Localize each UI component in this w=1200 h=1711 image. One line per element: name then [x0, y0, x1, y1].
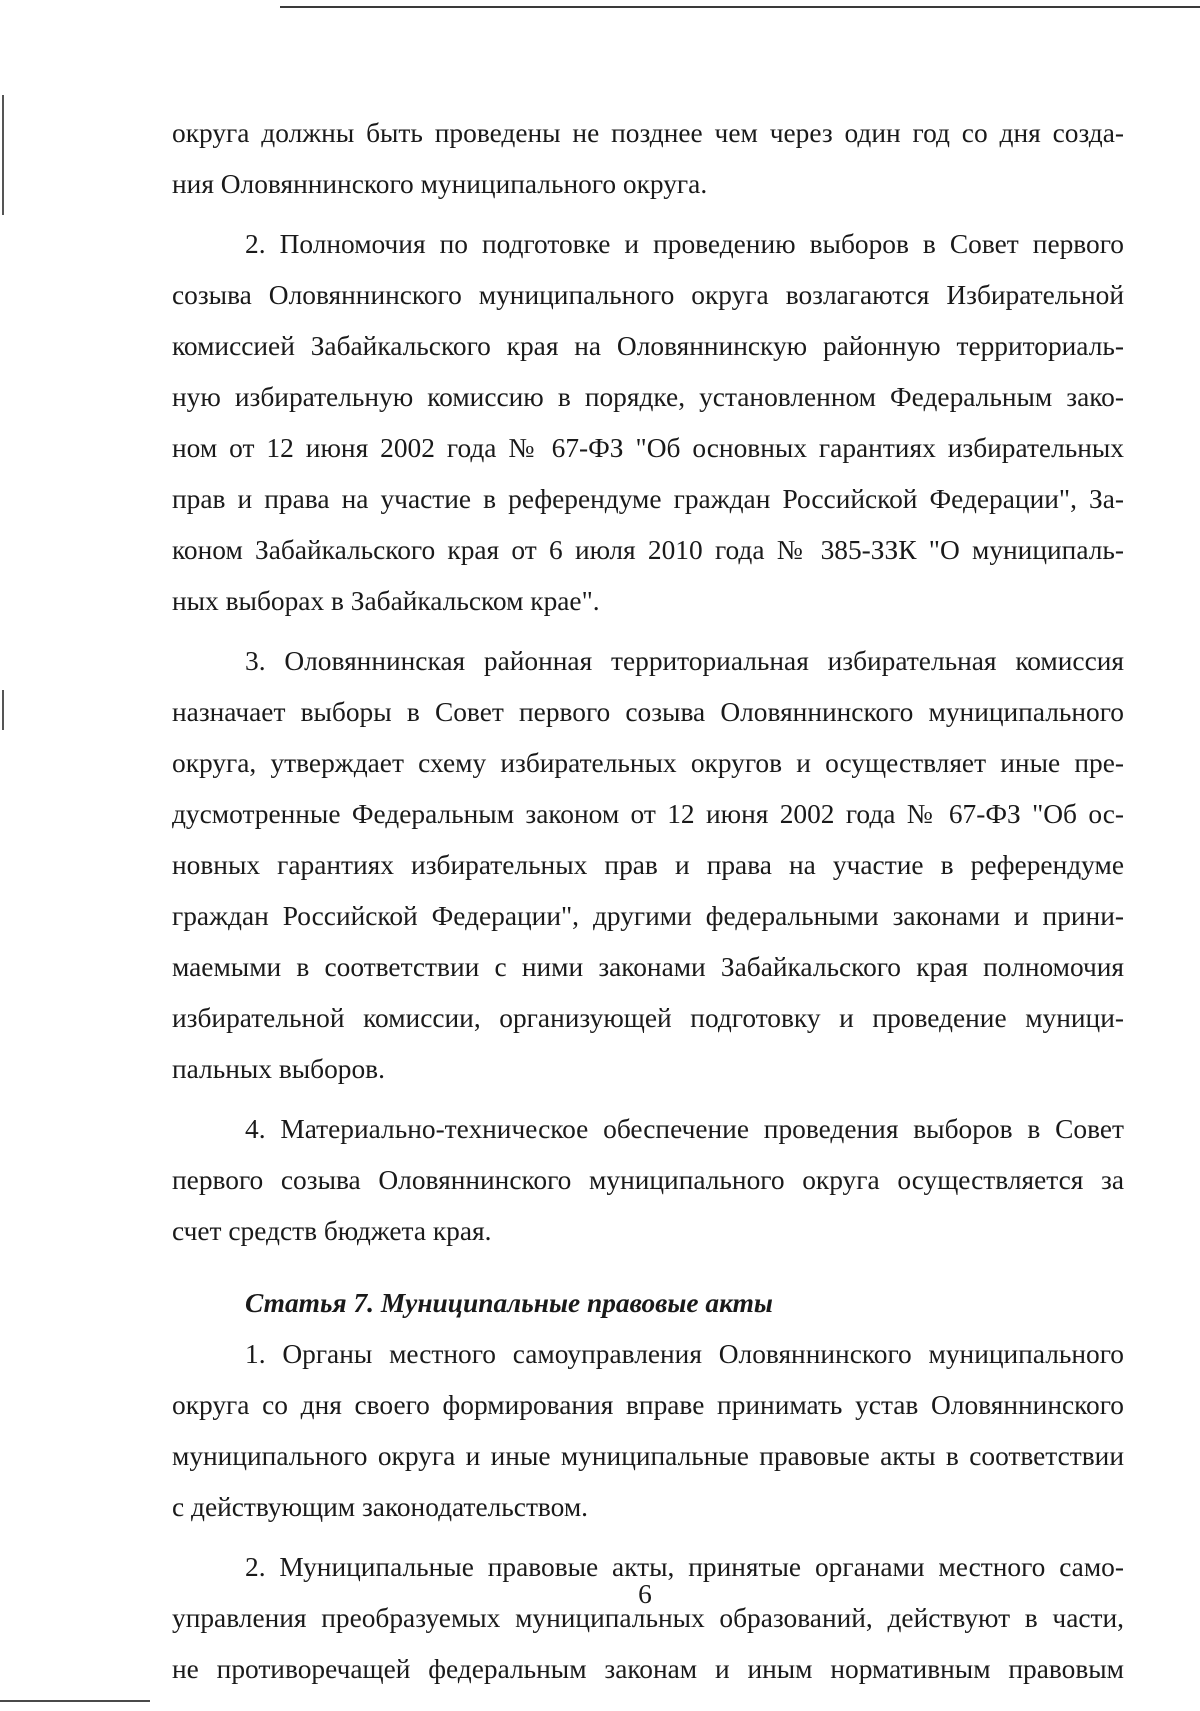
- text-line: округа со дня своего формирования вправе принимать устав Оловяннинского: [172, 1390, 1124, 1420]
- scan-edge-bottom: [0, 1700, 150, 1702]
- scan-edge-left-lower: [2, 690, 4, 730]
- page-number: 6: [638, 1579, 652, 1609]
- text-line: ную избирательную комиссию в порядке, установленном Федеральным зако-: [172, 382, 1124, 412]
- text-line: 2. Полномочия по подготовке и проведению выборов в Совет первого: [245, 229, 1124, 259]
- text-line: ных выборах в Забайкальском крае".: [172, 586, 600, 616]
- text-line: коном Забайкальского края от 6 июля 2010 года № 385-ЗЗК "О муниципаль-: [172, 535, 1124, 565]
- text-line: счет средств бюджета края.: [172, 1216, 492, 1246]
- text-line: муниципального округа и иные муниципальные правовые акты в соответствии: [172, 1441, 1124, 1471]
- paragraph-continuation: [172, 108, 1124, 210]
- text-line: ном от 12 июня 2002 года № 67-ФЗ "Об основных гарантиях избирательных: [172, 433, 1124, 463]
- text-line: граждан Российской Федерации", другими федеральными законами и прини-: [172, 901, 1124, 931]
- paragraph-3: [172, 636, 1124, 1095]
- text-line: ния Оловяннинского муниципального округа.: [172, 169, 708, 199]
- text-line: первого созыва Оловяннинского муниципального округа осуществляется за: [172, 1165, 1124, 1195]
- text-line: новных гарантиях избирательных прав и права на участие в референдуме: [172, 850, 1124, 880]
- document-page: [172, 108, 1124, 1695]
- text-line: 2. Муниципальные правовые акты, принятые органами местного само-: [245, 1552, 1124, 1582]
- text-line: пальных выборов.: [172, 1054, 385, 1084]
- text-line: комиссией Забайкальского края на Оловяннинскую районную территориаль-: [172, 331, 1124, 361]
- text-line: 1. Органы местного самоуправления Оловяннинского муниципального: [245, 1339, 1124, 1369]
- text-line: назначает выборы в Совет первого созыва Оловяннинского муниципального: [172, 697, 1124, 727]
- article-7-paragraph-1: [172, 1329, 1124, 1533]
- text-line: управления преобразуемых муниципальных образований, действуют в части,: [172, 1603, 1124, 1633]
- text-line: маемыми в соответствии с ними законами Забайкальского края полномочия: [172, 952, 1124, 982]
- article-7-paragraph-2: [172, 1542, 1124, 1695]
- text-line: созыва Оловяннинского муниципального округа возлагаются Избирательной: [172, 280, 1124, 310]
- text-line: 4. Материально-техническое обеспечение проведения выборов в Совет: [245, 1114, 1124, 1144]
- text-line: округа должны быть проведены не позднее чем через один год со дня созда-: [172, 118, 1124, 148]
- text-line: с действующим законодательством.: [172, 1492, 589, 1522]
- text-line: не противоречащей федеральным законам и иным нормативным правовым: [172, 1654, 1124, 1684]
- paragraph-4: [172, 1104, 1124, 1257]
- text-line: округа, утверждает схему избирательных округов и осуществляет иные пре-: [172, 748, 1124, 778]
- article-heading: Статья 7. Муниципальные правовые акты: [245, 1288, 773, 1318]
- scan-edge-left: [2, 95, 4, 215]
- scan-edge-top: [280, 6, 1200, 8]
- text-line: 3. Оловяннинская районная территориальная избирательная комиссия: [245, 646, 1124, 676]
- paragraph-2: [172, 219, 1124, 627]
- text-line: прав и права на участие в референдуме граждан Российской Федерации", За-: [172, 484, 1124, 514]
- text-line: дусмотренные Федеральным законом от 12 июня 2002 года № 67-ФЗ "Об ос-: [172, 799, 1124, 829]
- text-line: избирательной комиссии, организующей подготовку и проведение муници-: [172, 1003, 1124, 1033]
